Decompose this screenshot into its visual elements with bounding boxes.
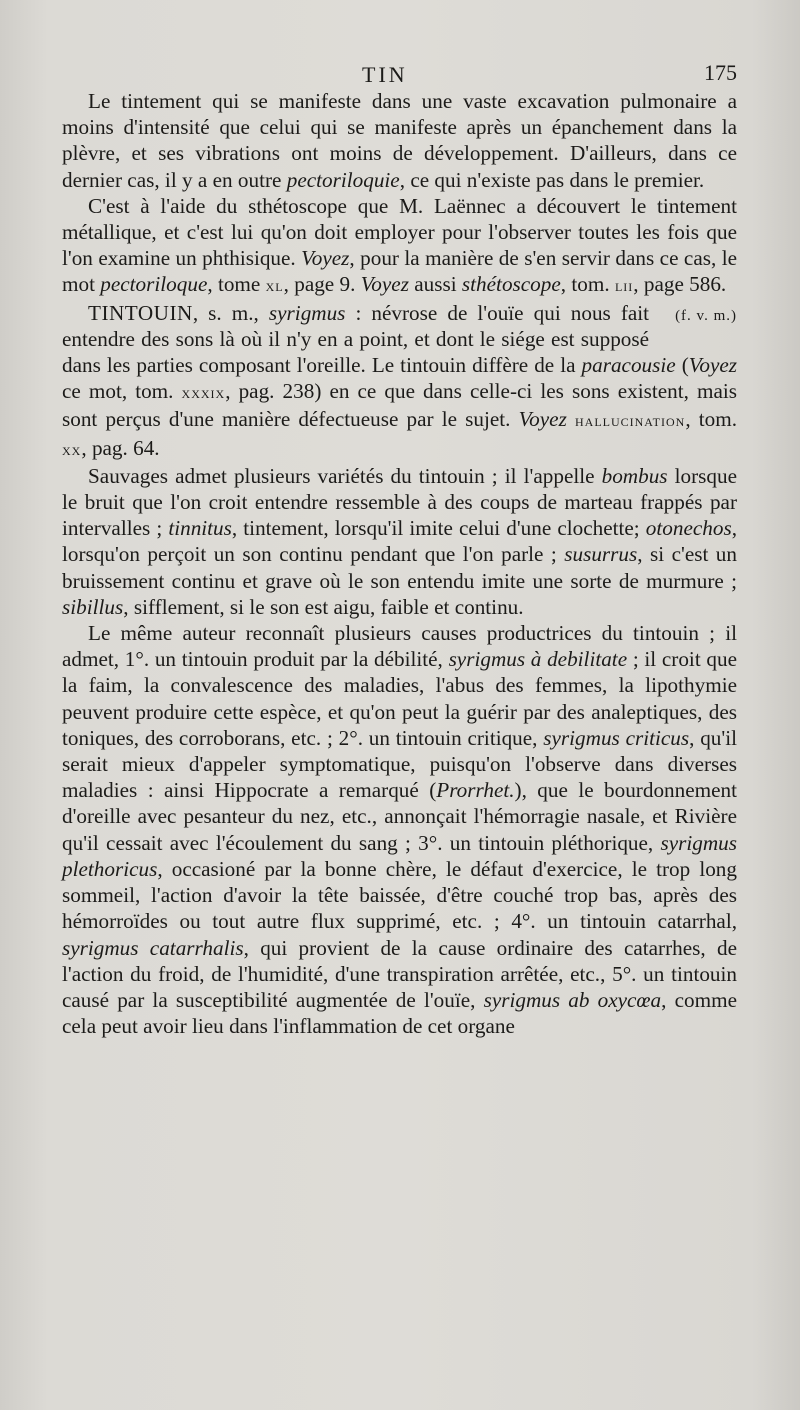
paragraph-sthetoscope: C'est à l'aide du sthétoscope que M. Laënnec a découvert le tintement métallique, et c'est lui qu'on doit employer pour l'observer toutes les fois que l'on examine un phthisique. Voyez, pour la manière de s'en servir dans ce cas, le mot pectoriloque, tome xl, page 9. Voyez aussi sthétoscope, tom. lii, page 586. (f. v. m.) xyxy=(62,193,737,300)
running-head: TIN xyxy=(362,62,408,87)
page-header xyxy=(62,58,737,88)
headword: TINTOUIN xyxy=(88,300,193,325)
body-text xyxy=(62,88,737,1039)
paragraph-tintement-excavation: Le tintement qui se manifeste dans une vaste excavation pulmonaire a moins d'intensité que celui qui se manifeste après un épanchement dans la plèvre, et ses vibrations ont moins de développement. D'ailleurs, dans ce dernier cas, il y a en outre pectoriloquie, ce qui n'existe pas dans le premier. xyxy=(62,89,737,192)
paragraph-sauvages-varietes: Sauvages admet plusieurs variétés du tintouin ; il l'appelle bombus lorsque le bruit que l'on croit entendre ressemble à des coups de marteau frappés par intervalles ; tinnitus, tintement, lorsqu'il imite celui d'une clochette; otonechos, lorsqu'on perçoit un son continu pendant que l'on parle ; susurrus, si c'est un bruissement continu et grave où le son entendu imite une sorte de murmure ; sibillus, sifflement, si le son est aigu, faible et continu. xyxy=(62,463,738,619)
paragraph-causes: Le même auteur reconnaît plusieurs causes productrices du tintouin ; il admet, 1°. un tintouin produit par la débilité, syrigmus à debilitate ; il croit que la faim, la convalescence des maladies, l'abus des femmes, la lipothymie peuvent produire cette espèce, et qu'on peut la guérir par des analeptiques, des toniques, des corroborans, etc. ; 2°. un tintouin critique, syrigmus criticus, qu'il serait mieux d'appeler symptomatique, puisqu'on l'observe dans diverses maladies : ainsi Hippocrate a remarqué (Prorrhet.), que le bourdonnement d'oreille avec pesanteur du nez, etc., annonçait l'hémorragie nasale, et Rivière qu'il cessait avec l'écoulement du sang ; 3°. un tintouin pléthorique, syrigmus plethoricus, occasioné par la bonne chère, le défaut d'exercice, le trop long sommeil, l'action d'avoir la tête baissée, d'être couché trop bas, après des hémorroïdes ou tout autre flux supprimé, etc. ; 4°. un tintouin catarrhal, syrigmus catarrhalis, qui provient de la cause ordinaire des catarrhes, de l'action du froid, de l'humidité, d'une transpiration arrêtée, etc., 5°. un tintouin causé par la susceptibilité augmentée de l'ouïe, syrigmus ab oxycœa, comme cela peut avoir lieu dans l'inflammation de cet organe xyxy=(62,621,737,1039)
entry-tintouin: TINTOUIN, s. m., syrigmus : névrose de l'ouïe qui nous fait entendre des sons là où il n'y en a point, et dont le siége est supposé dans les parties composant l'oreille. Le tintouin diffère de la paracousie (Voyez ce mot, tom. xxxix, pag. 238) en ce que dans celle-ci les sons existent, mais sont perçus d'une manière défectueuse par le sujet. Voyez hallucination, tom. xx, pag. 64. xyxy=(62,300,738,460)
author-signature: (f. v. m.) xyxy=(675,307,737,324)
page-number: 175 xyxy=(704,60,737,85)
